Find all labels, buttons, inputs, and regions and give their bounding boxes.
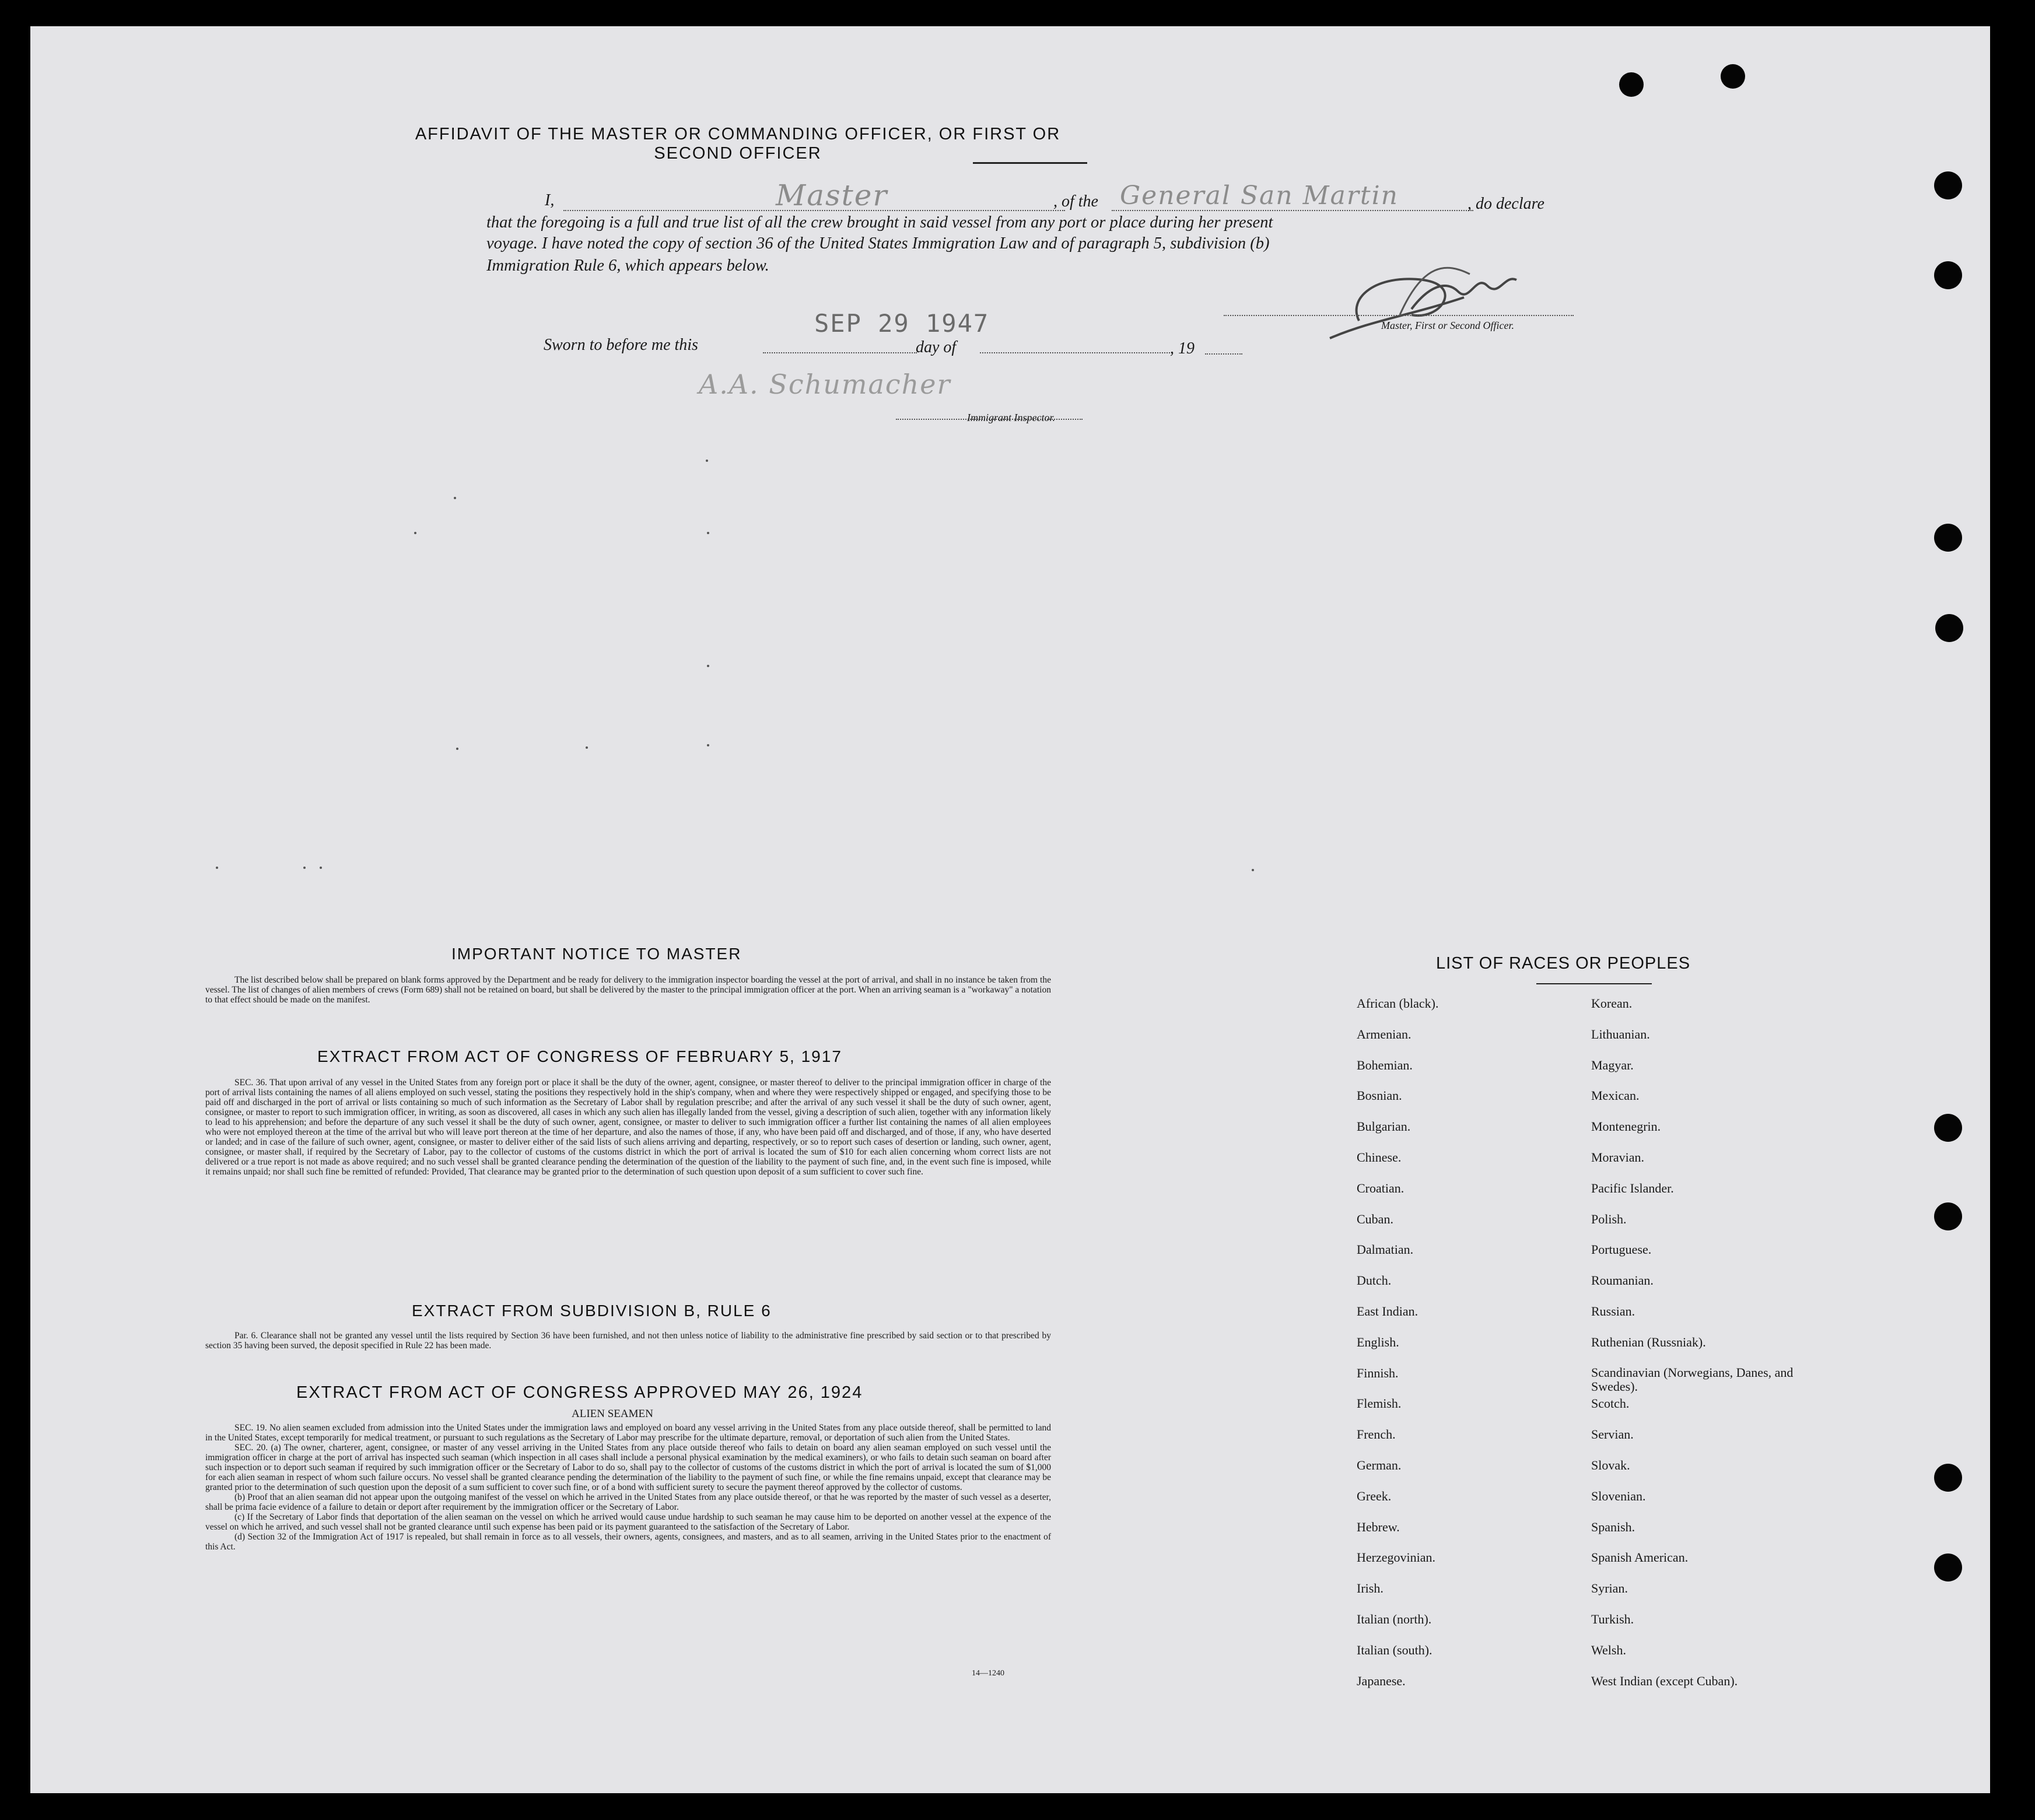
race-item: Dutch. <box>1357 1273 1392 1288</box>
affidavit-line-2: voyage. I have noted the copy of section 36 of the United States Immigration Law and of paragraph 5, subdivision (b) <box>486 234 1270 253</box>
notice-paragraph: The list described below shall be prepared on blank forms approved by the Department and be ready for delivery to the immigration inspector boarding the vessel at the port of arrival, and shall in no instance be taken from the vessel. The list of changes of alien members of crews (Form 689) shall not be retained on board, but shall be delivered by the master to the principal immigration officer at the port. When an arriving seaman is a "workaway" a notation to that effect should be made on the manifest. <box>205 975 1051 1005</box>
race-item: Roumanian. <box>1591 1273 1654 1288</box>
race-item: Finnish. <box>1357 1365 1399 1380</box>
scan-speck <box>707 744 709 746</box>
race-item: West Indian (except Cuban). <box>1591 1673 1738 1688</box>
affidavit-line-3: Immigration Rule 6, which appears below. <box>486 257 769 275</box>
year-label: , 19 <box>1170 339 1195 357</box>
race-item: French. <box>1357 1427 1396 1442</box>
scan-speck <box>320 867 322 869</box>
race-item: Scandinavian (Norwegians, Danes, and Swedes). <box>1591 1365 1794 1394</box>
race-item: African (black). <box>1357 996 1439 1011</box>
extract-1924-paragraph: SEC. 20. (a) The owner, charterer, agent, consignee, or master of any vessel arriving in the United States from any place outside thereof who fails to detain on board any alien seaman employed on such vessel until the immigration officer in charge at the port of arrival has inspected such seaman (which inspection in all cases shall include a personal physical examination by the medical examiners), or who fails to detain such seaman on board after such inspection or to deport such seaman if required by such immigration officer or the Secretary of Labor to do so, shall pay to the collector of customs of the customs district in which the port of arrival is located the sum of $1,000 for each alien seaman in respect of whom such failure occurs. No vessel shall be granted clearance pending the determination of the liability to the payment of such fine, or while the fine remains unpaid, except that clearance may be granted prior to the determination of such question upon the deposit of a sum sufficient to cover such fine, or of a bond with sufficient surety to secure the payment thereof approved by the collector of customs. <box>205 1443 1051 1492</box>
race-item: Lithuanian. <box>1591 1026 1650 1041</box>
race-item: Dalmatian. <box>1357 1242 1414 1257</box>
inspector-signature: A.A. Schumacher <box>699 369 951 400</box>
race-item: Croatian. <box>1357 1180 1404 1195</box>
races-title-rule <box>1536 983 1652 984</box>
race-item: Russian. <box>1591 1304 1635 1318</box>
scan-speck <box>414 532 416 534</box>
scan-speck <box>456 748 458 750</box>
extract-1924-paragraph: SEC. 19. No alien seamen excluded from admission into the United States under the immigration laws and employed on board any vessel arriving in the United States from any place outside thereof, shall be permitted to land in the United States, except temporarily for medical treatment, or pursuant to such regulations as the Secretary of Labor may prescribe for the ultimate departure, removal, or deportation of such alien from the United States. <box>205 1423 1051 1443</box>
scan-speck <box>1252 869 1254 871</box>
race-item: Montenegrin. <box>1591 1119 1661 1134</box>
date-stamp: SEP 29 1947 <box>814 309 990 338</box>
race-item: Herzegovinian. <box>1357 1550 1435 1565</box>
race-item: German. <box>1357 1458 1402 1472</box>
race-item: Moravian. <box>1591 1150 1645 1165</box>
day-of-label: day of <box>916 338 957 356</box>
race-item: Portuguese. <box>1591 1242 1652 1257</box>
affidavit-line-1: that the foregoing is a full and true list of all the crew brought in said vessel from any port or place during her present <box>486 213 1273 232</box>
race-item: Ruthenian (Russniak). <box>1591 1334 1706 1349</box>
punch-hole-icon <box>1934 1202 1962 1230</box>
extract-1924-title: EXTRACT FROM ACT OF CONGRESS APPROVED MAY 26, 1924 <box>296 1383 863 1402</box>
race-item: Chinese. <box>1357 1150 1402 1165</box>
races-title: LIST OF RACES OR PEOPLES <box>1436 954 1691 973</box>
extract-1924-body <box>205 1423 1051 1552</box>
sworn-month-line <box>980 352 1172 353</box>
i-label: I, <box>545 191 555 209</box>
race-item: Italian (north). <box>1357 1612 1432 1626</box>
punch-hole-icon <box>1721 64 1745 89</box>
race-item: Pacific Islander. <box>1591 1180 1674 1195</box>
scan-speck <box>707 665 709 667</box>
extract-1917-title: EXTRACT FROM ACT OF CONGRESS OF FEBRUARY 5, 1917 <box>317 1047 842 1065</box>
scan-speck <box>707 532 709 534</box>
race-item: Mexican. <box>1591 1088 1640 1103</box>
punch-hole-icon <box>1934 1114 1962 1142</box>
extract-1924-subtitle: ALIEN SEAMEN <box>572 1408 653 1420</box>
race-item: Slovenian. <box>1591 1488 1646 1503</box>
punch-hole-icon <box>1934 261 1962 289</box>
race-item: Spanish. <box>1591 1519 1635 1534</box>
scan-speck <box>706 460 708 462</box>
race-item: Flemish. <box>1357 1396 1402 1411</box>
extract-rule6-paragraph: Par. 6. Clearance shall not be granted any vessel until the lists required by Section 36 have been furnished, and not then unless notice of liability to the administrative fine prescribed by said section or to that prescribed by section 35 having been surved, the deposit specified in Rule 22 has been made. <box>205 1331 1051 1351</box>
punch-hole-icon <box>1935 614 1963 642</box>
race-item: Bosnian. <box>1357 1088 1402 1103</box>
sworn-day-line <box>763 352 917 353</box>
race-item: Bulgarian. <box>1357 1119 1411 1134</box>
punch-hole-icon <box>1934 1464 1962 1492</box>
race-item: Irish. <box>1357 1581 1383 1596</box>
form-number: 14—1240 <box>972 1669 1004 1678</box>
race-item: Servian. <box>1591 1427 1634 1442</box>
notice-title: IMPORTANT NOTICE TO MASTER <box>451 945 742 963</box>
race-item: Slovak. <box>1591 1458 1630 1472</box>
handwritten-vessel: General San Martin <box>1120 181 1399 211</box>
officer-signature-line <box>1224 315 1574 316</box>
punch-hole-icon <box>1619 72 1644 97</box>
handwritten-rank: Master <box>776 178 888 212</box>
title-rule <box>973 162 1087 164</box>
race-item: East Indian. <box>1357 1304 1418 1318</box>
sworn-year-line <box>1205 353 1242 355</box>
of-the-label: , of the <box>1053 192 1098 211</box>
race-item: Bohemian. <box>1357 1057 1413 1072</box>
officer-caption: Master, First or Second Officer. <box>1381 320 1514 331</box>
scan-speck <box>454 497 456 499</box>
scan-speck <box>216 867 218 869</box>
extract-1924-paragraph: (c) If the Secretary of Labor finds that deportation of the alien seaman on the vessel on which he arrived would cause undue hardship to such seaman he may cause him to be deported on another vessel at the expence of the vessel on which he arrived, and such vessel shall not be granted clearance until such expense has been paid or its payment guaranteed to the satisfaction of the Secretary of Labor. <box>205 1512 1051 1532</box>
affidavit-title: AFFIDAVIT OF THE MASTER OR COMMANDING OFFICER, OR FIRST OR SECOND OFFICER <box>415 125 1061 163</box>
sworn-label: Sworn to before me this <box>544 336 698 354</box>
extract-rule6-title: EXTRACT FROM SUBDIVISION B, RULE 6 <box>412 1302 772 1320</box>
race-item: Greek. <box>1357 1488 1392 1503</box>
race-item: Welsh. <box>1591 1642 1626 1657</box>
race-item: English. <box>1357 1334 1399 1349</box>
punch-hole-icon <box>1934 171 1962 199</box>
scan-speck <box>303 867 306 869</box>
race-item: Japanese. <box>1357 1673 1406 1688</box>
race-item: Scotch. <box>1591 1396 1630 1411</box>
punch-hole-icon <box>1934 1554 1962 1581</box>
race-item: Cuban. <box>1357 1211 1393 1226</box>
race-item: Hebrew. <box>1357 1519 1400 1534</box>
extract-rule6-body <box>205 1331 1051 1351</box>
race-item: Spanish American. <box>1591 1550 1689 1565</box>
extract-1917-body <box>205 1078 1051 1177</box>
race-item: Armenian. <box>1357 1026 1411 1041</box>
punch-hole-icon <box>1934 524 1962 552</box>
race-item: Syrian. <box>1591 1581 1628 1596</box>
race-item: Magyar. <box>1591 1057 1634 1072</box>
extract-1924-paragraph: (b) Proof that an alien seaman did not appear upon the outgoing manifest of the vessel on which he arrived in the United States from any place outside thereof, or that he was reported by the master of such vessel as a deserter, shall be prima facie evidence of a failure to detain or deport after requirement by the immigration officer or the Secretary of Labor. <box>205 1492 1051 1512</box>
inspector-caption: Immigrant Inspector. <box>967 412 1055 423</box>
extract-1917-paragraph: SEC. 36. That upon arrival of any vessel in the United States from any foreign port or place it shall be the duty of the owner, agent, consignee, or master thereof to deliver to the principal immigration officer in charge of the port of arrival lists containing the names of all aliens employed on such vessel, stating the positions they respectively hold in the ship's company, when and where they were respectively shipped or engaged, and specifying those to be paid off and discharged in the port of arrival or lists containing so much of such information as the Secretary of Labor shall by regulation prescribe; and after the arrival of any such vessel it shall be the duty of such owner, agent, consignee, or master to report to such immigration officer, in writing, as soon as discovered, all cases in which any such alien has illegally landed from the vessel, giving a description of such alien, together with any information likely to lead to his apprehension; and before the departure of any such vessel it shall be the duty of such owner, agent, consignee, or master to deliver to such immigration officer a further list containing the names of all alien employees who were not employed thereon at the time of the arrival but who will leave port thereon at the time of her departure, and also the names of those, if any, who have been paid off and discharged, and of those, if any, who have deserted or landed; and in case of the failure of such owner, agent, consignee, or master to deliver either of the said lists of such aliens arriving and departing, respectively, or so to report such cases of desertion or landing, such owner, agent, consignee, or master shall, if required by the Secretary of Labor, pay to the collector of customs of the customs district in which the port of arrival is located the sum of $10 for each alien concerning whom correct lists are not delivered or a true report is not made as above required; and no such vessel shall be granted clearance pending the determination of the question of the liability to the payment of such fine, and, in the event such fine is imposed, while it remains unpaid; nor shall such fine be remitted of refunded: Provided, That clearance may be granted prior to the determination of such question upon deposit of a sum sufficient to cover such fine. <box>205 1078 1051 1177</box>
race-item: Turkish. <box>1591 1612 1634 1626</box>
do-declare-label: , do declare <box>1467 195 1544 213</box>
notice-body <box>205 975 1051 1005</box>
scan-speck <box>586 746 588 749</box>
race-item: Polish. <box>1591 1211 1627 1226</box>
extract-1924-paragraph: (d) Section 32 of the Immigration Act of 1917 is repealed, but shall remain in force as to all vessels, their owners, agents, consignees, and masters, and as to all seamen, arriving in the United States prior to the enactment of this Act. <box>205 1532 1051 1552</box>
race-item: Italian (south). <box>1357 1642 1432 1657</box>
race-item: Korean. <box>1591 996 1633 1011</box>
